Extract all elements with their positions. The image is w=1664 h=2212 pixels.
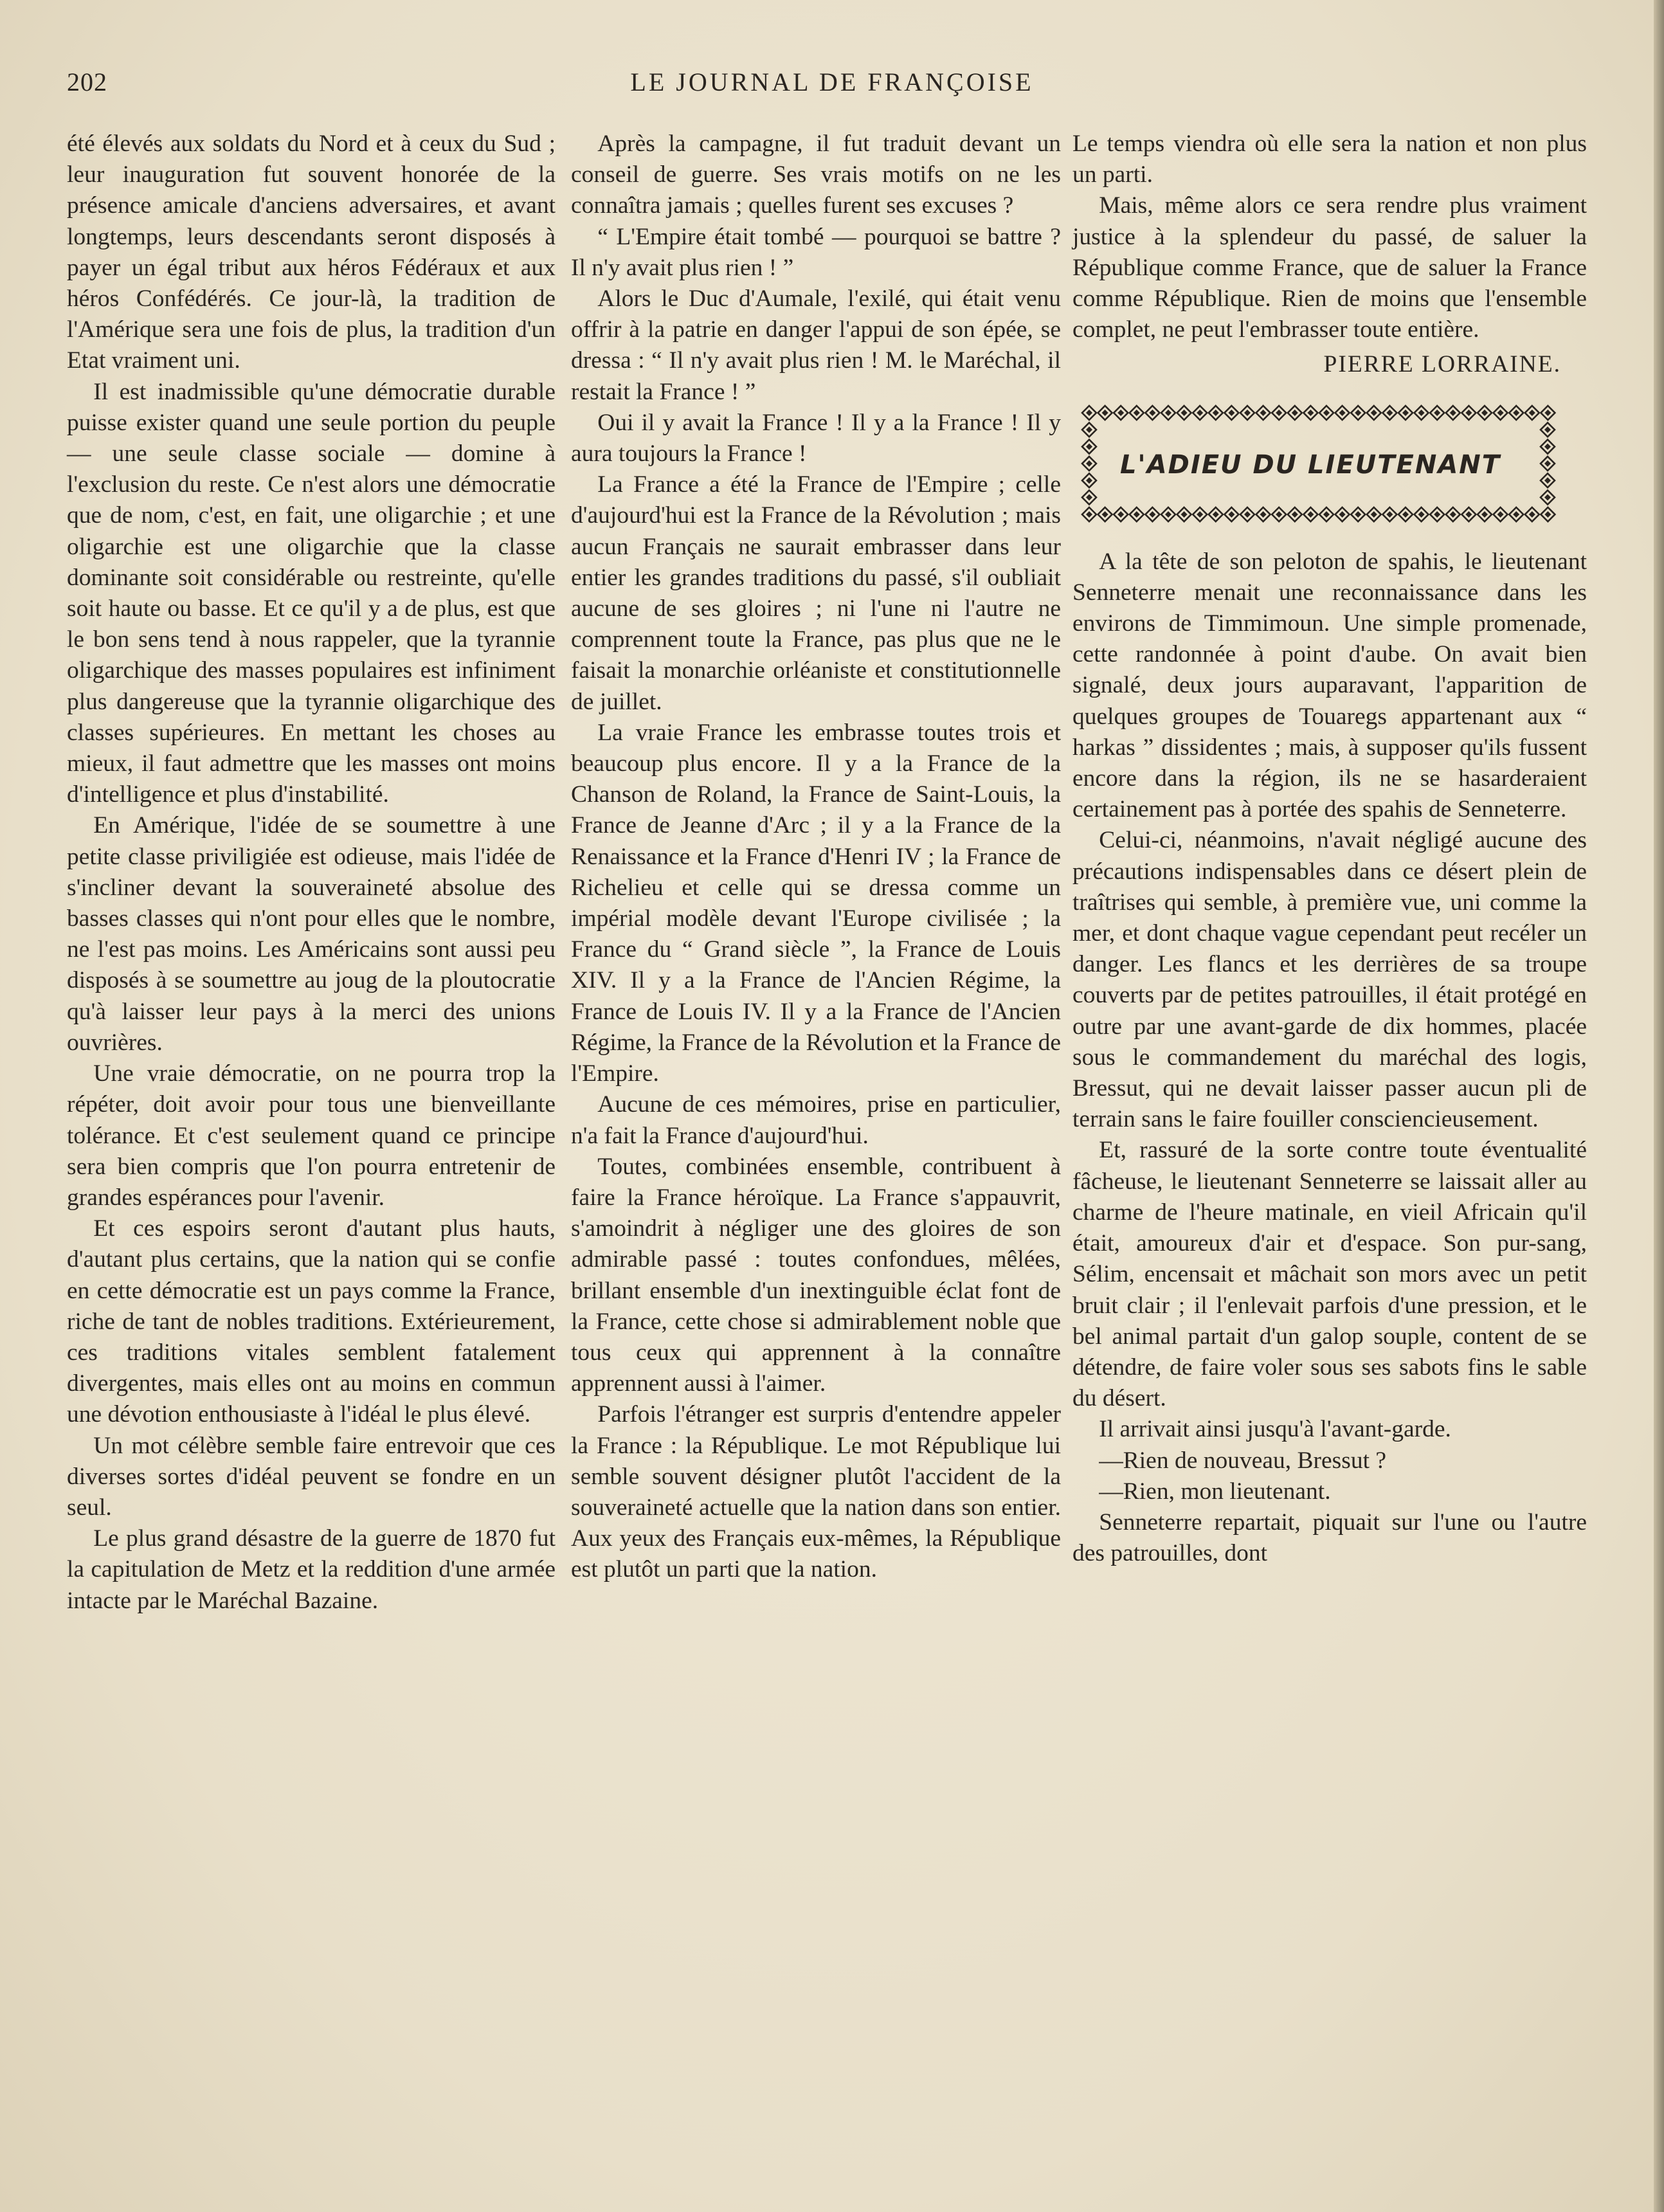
paragraph: Toutes, combinées ensemble, contribuent à faire la France héroïque. La France s'appauvrit, s'amoindrit à négliger une des gloires de son admirable passé : toutes confondues, mêlées, brillant ensemble d'un inextinguible éclat font de la France, cette chose si admirablement noble que tous ceux qui apprennent à la connaître apprennent aussi à l'aimer. (571, 1153, 1061, 1397)
diamond-ornament (1478, 507, 1492, 521)
page-header (67, 67, 1597, 105)
diamond-ornament (1367, 406, 1381, 420)
paragraph: Celui-ci, néanmoins, n'avait négligé aucune des précautions indispensables dans ce désert plein de traîtrises qui semble, à première vue, uni comme la mer, et dont chaque vague cependant peut recéler un danger. Les flancs et les derrières de sa troupe couverts par de petites patrouilles, il était protégé en outre par une avant-garde de dix hommes, placée sous le commandement du maréchal des logis, Bressut, qui ne devait laisser passer aucun pli de terrain sans le faire fouiller consciencieusement. (1072, 827, 1587, 1133)
diamond-ornament (1288, 406, 1302, 420)
paragraph: Après la campagne, il fut traduit devant un conseil de guerre. Ses vrais motifs on ne les connaîtra jamais ; quelles furent ses excuses ? (571, 131, 1061, 219)
diamond-ornament (1541, 473, 1555, 487)
diamond-ornament (1209, 507, 1223, 521)
diamond-ornament (1272, 507, 1286, 521)
diamond-ornament (1319, 507, 1334, 521)
diamond-ornament (1367, 507, 1381, 521)
diamond-ornament (1509, 406, 1523, 420)
diamond-ornament (1114, 507, 1128, 521)
diamond-ornament (1098, 406, 1112, 420)
diamond-ornament (1145, 507, 1159, 521)
diamond-ornament (1145, 406, 1159, 420)
paragraph: La France a été la France de l'Empire ; celle d'aujourd'hui est la France de la Révolution ; mais aucun Français ne saurait embrasser dans leur entier les grandes traditions du passé, s'il oubliait aucune de ses gloires ; ni l'une ni l'autre ne comprennent toute la France, pas plus que ne le faisait la monarchie orléaniste et constitutionnelle de juillet. (571, 471, 1061, 715)
diamond-ornament (1398, 507, 1413, 521)
paragraph: Il est inadmissible qu'une démocratie durable puisse exister quand une seule portion du peuple — une seule classe sociale — domine à l'exclusion du reste. Ce n'est alors une démocratie que de nom, c'est, en fait, une oligarchie ; et une oligarchie est une oligarchie que la classe dominante soit considérable ou restreinte, qu'elle soit haute ou basse. Et ce qu'il y a de plus, est que le bon sens tend à nous rappeler, que la tyrannie oligarchique des masses populaires est infiniment plus dangereuse que la tyrannie oligarchique des classes supérieures. En mettant les choses au mieux, il faut admettre que les masses ont moins d'intelligence et plus d'instabilité. (67, 378, 556, 808)
diamond-ornament (1224, 406, 1238, 420)
diamond-ornament (1525, 406, 1539, 420)
paragraph: Mais, même alors ce sera rendre plus vraiment justice à la splendeur du passé, de saluer la République comme France, que de saluer la France comme République. Rien de moins que l'ensemble complet, ne peut l'embrasser toute entière. (1072, 192, 1587, 343)
paragraph: Une vraie démocratie, on ne pourra trop la répéter, doit avoir pour tous une bienveillante tolérance. Et c'est seulement quand ce principe sera bien compris que l'on pourra entretenir de grandes espérances pour l'avenir. (67, 1060, 556, 1211)
section-title: L'ADIEU DU LIEUTENANT (1119, 449, 1501, 480)
diamond-ornament (1478, 406, 1492, 420)
diamond-ornament (1177, 406, 1191, 420)
diamond-ornament (1098, 507, 1112, 521)
diamond-ornament (1509, 507, 1523, 521)
diamond-ornament (1461, 406, 1476, 420)
diamond-ornament (1525, 507, 1539, 521)
paragraph: Et, rassuré de la sorte contre toute éventualité fâcheuse, le lieutenant Senneterre se laissait aller au charme de l'heure matinale, en vieil Africain qu'il était, amoureux d'air et d'espace. Son pur-sang, Sélim, encensait et mâchait son mors avec un petit bruit clair ; il l'enlevait parfois d'une pression, et le bel animal partait d'un galop souple, content de se détendre, de faire voler sous ses sabots fins le sable du désert. (1072, 1137, 1587, 1412)
diamond-ornament (1430, 406, 1444, 420)
diamond-ornament (1335, 507, 1350, 521)
text-column-1 (67, 129, 556, 1617)
paragraph: “ L'Empire était tombé — pourquoi se battre ? Il n'y avait plus rien ! ” (571, 223, 1061, 281)
diamond-ornament (1272, 406, 1286, 420)
diamond-ornament (1193, 507, 1207, 521)
diamond-ornament (1288, 507, 1302, 521)
paragraph: Le temps viendra où elle sera la nation et non plus un parti. (1072, 131, 1587, 188)
diamond-ornament (1541, 439, 1555, 453)
text-column-2 (571, 129, 1061, 1586)
diamond-ornament (1351, 507, 1365, 521)
page-number: 202 (67, 68, 107, 96)
paragraph: Parfois l'étranger est surpris d'entendre appeler la France : la République. Le mot République lui semble souvent désigner plutôt l'accident de la souveraineté actuelle que la nation dans son entier. Aux yeux des Français eux-mêmes, la République est plutôt un parti que la nation. (571, 1401, 1061, 1583)
diamond-ornament (1461, 507, 1476, 521)
paragraph: Il arrivait ainsi jusqu'à l'avant-garde. (1099, 1416, 1451, 1443)
diamond-ornament (1256, 406, 1271, 420)
diamond-ornament (1303, 507, 1317, 521)
diamond-ornament (1240, 507, 1254, 521)
diamond-ornament (1494, 507, 1508, 521)
paragraph: Oui il y avait la France ! Il y a la France ! Il y aura toujours la France ! (571, 409, 1061, 467)
diamond-ornament (1130, 406, 1144, 420)
diamond-ornament (1130, 507, 1144, 521)
diamond-ornament (1082, 490, 1096, 504)
diamond-ornament (1398, 406, 1413, 420)
diamond-ornament (1541, 457, 1555, 471)
paragraph: —Rien, mon lieutenant. (1099, 1478, 1331, 1505)
diamond-ornament (1082, 439, 1096, 453)
paragraph: La vraie France les embrasse toutes trois et beaucoup plus encore. Il y a la France de la Chanson de Roland, la France de Saint-Louis, la France de Jeanne d'Arc ; il y a la France de la Renaissance et la France d'Henri IV ; la France de Richelieu et celle qui se dressa comme un impérial modèle devant l'Europe civilisée ; la France du “ Grand siècle ”, la France de Louis XIV. Il y a la France de l'Ancien Régime, la France de Louis IV. Il y a la France de l'Ancien Régime, la France de la Révolution et la France de l'Empire. (571, 719, 1061, 1087)
diamond-ornament (1335, 406, 1350, 420)
diamond-ornament (1082, 507, 1096, 521)
diamond-ornament (1541, 507, 1555, 521)
diamond-ornament (1319, 406, 1334, 420)
diamond-ornament (1303, 406, 1317, 420)
diamond-ornament (1351, 406, 1365, 420)
diamond-ornament (1446, 406, 1460, 420)
paragraph: A la tête de son peloton de spahis, le lieutenant Senneterre menait une reconnaissance dans les environs de Timmimoun. Une simple promenade, cette randonnée à point d'aube. On avait bien signalé, deux jours auparavant, l'apparition de quelques groupes de Touaregs appartenant aux “ harkas ” dissidentes ; mais, à supposer qu'ils fussent encore dans la région, ils ne se hasarderaient certainement pas à portée des spahis de Senneterre. (1072, 548, 1587, 823)
paragraph: En Amérique, l'idée de se soumettre à une petite classe priviligiée est odieuse, mais l'idée de s'incliner devant la souveraineté absolue des basses classes qui n'ont pour elles que le nombre, ne l'est pas moins. Les Américains sont aussi peu disposés à se soumettre au joug de la ploutocratie qu'à laisser leur pays à la merci des unions ouvrières. (67, 812, 556, 1056)
diamond-ornament (1430, 507, 1444, 521)
diamond-ornament (1161, 406, 1175, 420)
page-binding-edge (1654, 0, 1664, 2212)
diamond-ornament (1082, 473, 1096, 487)
running-title: LE JOURNAL DE FRANÇOISE (630, 68, 1034, 96)
diamond-ornament (1082, 422, 1096, 437)
author-signature: PIERRE LORRAINE. (1323, 351, 1561, 378)
diamond-ornament (1494, 406, 1508, 420)
diamond-ornament (1446, 507, 1460, 521)
diamond-ornament (1541, 490, 1555, 504)
section-title-frame (1079, 403, 1568, 525)
diamond-ornament (1114, 406, 1128, 420)
diamond-ornament (1082, 406, 1096, 420)
diamond-ornament (1415, 507, 1429, 521)
paragraph: été élevés aux soldats du Nord et à ceux du Sud ; leur inauguration fut souvent honorée de la présence amicale d'anciens adversaires, et avant longtemps, leurs descendants seront disposés à payer un égal tribut aux héros Fédéraux et aux héros Confédérés. Ce jour-là, la tradition de l'Amérique sera une fois de plus, la tradition d'un Etat vraiment uni. (67, 131, 556, 374)
paragraph: Aucune de ces mémoires, prise en particulier, n'a fait la France d'aujourd'hui. (571, 1091, 1061, 1149)
diamond-ornament (1161, 507, 1175, 521)
diamond-ornament (1240, 406, 1254, 420)
diamond-ornament (1177, 507, 1191, 521)
paragraph: Senneterre repartait, piquait sur l'une ou l'autre des patrouilles, dont (1072, 1509, 1587, 1567)
diamond-ornament (1541, 422, 1555, 437)
paragraph: Le plus grand désastre de la guerre de 1870 fut la capitulation de Metz et la reddition d'une armée intacte par le Maréchal Bazaine. (67, 1525, 556, 1614)
diamond-ornament (1209, 406, 1223, 420)
diamond-ornament (1082, 457, 1096, 471)
diamond-ornament (1541, 406, 1555, 420)
diamond-ornament (1382, 406, 1397, 420)
paragraph: —Rien de nouveau, Bressut ? (1099, 1447, 1387, 1474)
diamond-ornament (1256, 507, 1271, 521)
diamond-ornament (1382, 507, 1397, 521)
text-column-3 (1072, 129, 1587, 1569)
paragraph: Un mot célèbre semble faire entrevoir que ces diverses sortes d'idéal peuvent se fondre en un seul. (67, 1432, 556, 1521)
diamond-ornament (1193, 406, 1207, 420)
diamond-ornament (1224, 507, 1238, 521)
diamond-ornament (1415, 406, 1429, 420)
paragraph: Et ces espoirs seront d'autant plus hauts, d'autant plus certains, que la nation qui se confie en cette démocratie est un pays comme la France, riche de tant de nobles traditions. Extérieurement, ces traditions vitales semblent fatalement divergentes, mais elles ont au moins en commun une dévotion enthousiaste à l'idéal le plus élevé. (67, 1215, 556, 1428)
paragraph: Alors le Duc d'Aumale, l'exilé, qui était venu offrir à la patrie en danger l'appui de son épée, se dressa : “ Il n'y avait plus rien ! M. le Maréchal, il restait la France ! ” (571, 286, 1061, 405)
